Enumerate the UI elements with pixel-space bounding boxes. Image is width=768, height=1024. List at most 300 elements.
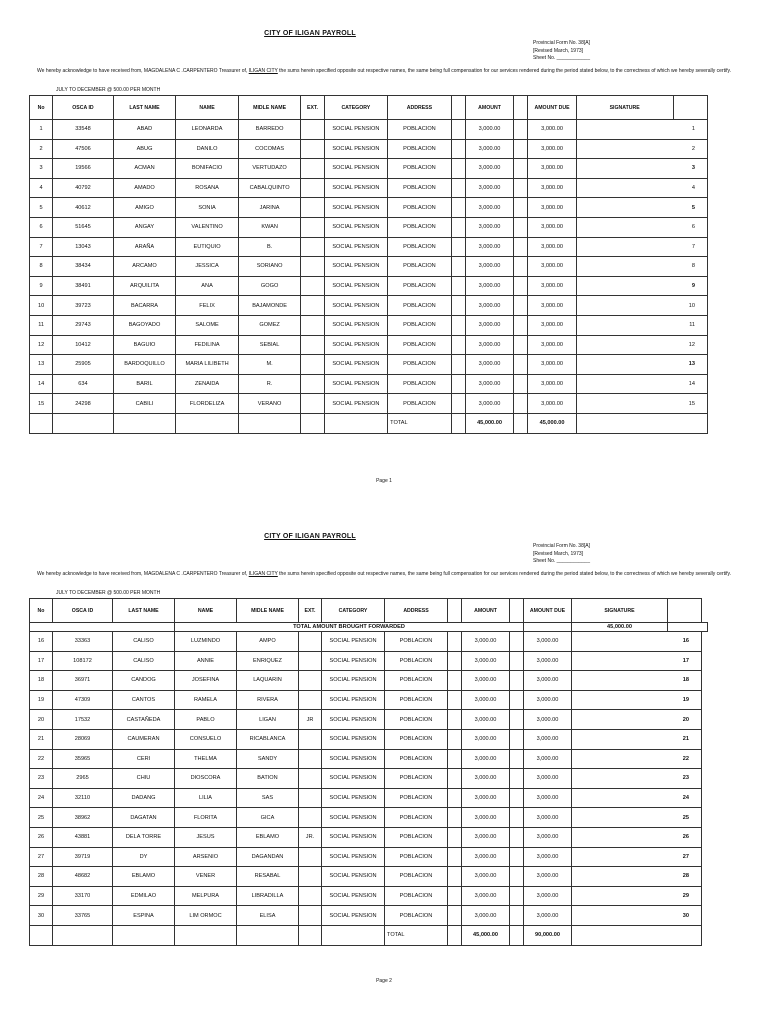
amount: 3,000.00	[465, 296, 513, 316]
amount: 3,000.00	[465, 335, 513, 355]
middle-name: R.	[238, 374, 301, 394]
osca-id: 38491	[53, 276, 114, 296]
first-name: LEONARDA	[176, 120, 239, 140]
address: POBLACION	[385, 710, 448, 730]
address: POBLACION	[388, 315, 452, 335]
middle-name: VERTUDAZO	[238, 159, 301, 179]
last-name: CERI	[113, 749, 175, 769]
cell-blank	[451, 120, 465, 140]
first-name: ZENAIDA	[176, 374, 239, 394]
form-revision: [Revised March, 1973]	[533, 47, 584, 54]
row-number: 22	[30, 749, 53, 769]
last-name: ARAÑA	[113, 237, 176, 257]
table-row	[30, 394, 708, 414]
last-name: BARIL	[113, 374, 176, 394]
signature-number: 30	[572, 906, 702, 926]
table-row	[30, 198, 708, 218]
row-number: 20	[30, 710, 53, 730]
row-number: 12	[30, 335, 53, 355]
signature-number: 20	[572, 710, 702, 730]
last-name: ACMAN	[113, 159, 176, 179]
cell-blank	[322, 925, 385, 945]
category: SOCIAL PENSION	[322, 690, 385, 710]
name-extension	[301, 315, 324, 335]
blank-column-header	[451, 96, 465, 120]
middle-name: RESABAL	[237, 867, 299, 887]
cell-blank	[576, 413, 707, 433]
address: POBLACION	[385, 788, 448, 808]
acknowledgement-after: the sums herein specified opposite out respective names, the same being full compensation for our services rendered during the period stated below, to the correctness of which we hereby severally certify.	[277, 68, 731, 74]
name-extension	[301, 355, 324, 375]
column-header-osca-id: OSCA ID	[53, 599, 113, 623]
name-extension	[301, 276, 324, 296]
osca-id: 51645	[53, 217, 114, 237]
table-row	[30, 159, 708, 179]
cell-blank	[451, 276, 465, 296]
amount: 3,000.00	[462, 710, 510, 730]
middle-name: GICA	[237, 808, 299, 828]
cell-blank	[510, 808, 524, 828]
osca-id: 634	[53, 374, 114, 394]
last-name: DADANG	[113, 788, 175, 808]
table-row	[30, 847, 708, 867]
cell-blank	[510, 906, 524, 926]
signature-number: 29	[572, 886, 702, 906]
name-extension	[301, 237, 324, 257]
signature-number: 14	[576, 374, 707, 394]
last-name: DY	[113, 847, 175, 867]
row-number: 17	[30, 651, 53, 671]
cell-blank	[448, 788, 462, 808]
amount-due: 3,000.00	[528, 394, 576, 414]
signature-number: 24	[572, 788, 702, 808]
table-row	[30, 632, 708, 652]
middle-name: VERANO	[238, 394, 301, 414]
cell-blank	[238, 413, 301, 433]
osca-id: 2965	[53, 769, 113, 789]
signature-number: 6	[576, 217, 707, 237]
row-number: 6	[30, 217, 53, 237]
name-extension: JR	[299, 710, 322, 730]
osca-id: 38962	[53, 808, 113, 828]
cell-blank	[514, 335, 528, 355]
category: SOCIAL PENSION	[322, 847, 385, 867]
blank-column-header	[673, 96, 707, 120]
address: POBLACION	[388, 120, 452, 140]
cell-blank	[237, 925, 299, 945]
amount: 3,000.00	[465, 178, 513, 198]
table-row	[30, 710, 708, 730]
signature-number: 13	[576, 355, 707, 375]
amount-due: 3,000.00	[528, 315, 576, 335]
cell-blank	[448, 769, 462, 789]
amount: 3,000.00	[465, 159, 513, 179]
header-row	[30, 599, 708, 623]
first-name: THELMA	[175, 749, 237, 769]
total-label: TOTAL	[385, 925, 448, 945]
column-header-category: CATEGORY	[324, 96, 388, 120]
cell-blank	[451, 296, 465, 316]
name-extension: JR.	[299, 827, 322, 847]
last-name: ABUG	[113, 139, 176, 159]
cell-blank	[514, 159, 528, 179]
blank-column-header	[448, 599, 462, 623]
osca-id: 28069	[53, 729, 113, 749]
table-row	[30, 217, 708, 237]
cell-blank	[514, 355, 528, 375]
first-name: DIOSCORA	[175, 769, 237, 789]
last-name: BAGOYADO	[113, 315, 176, 335]
address: POBLACION	[385, 651, 448, 671]
cell-blank	[514, 276, 528, 296]
category: SOCIAL PENSION	[324, 217, 388, 237]
column-header-ext: EXT.	[299, 599, 322, 623]
middle-name: B.	[238, 237, 301, 257]
middle-name: ENRIQUEZ	[237, 651, 299, 671]
category: SOCIAL PENSION	[324, 257, 388, 277]
first-name: ANA	[176, 276, 239, 296]
amount-due: 3,000.00	[528, 217, 576, 237]
signature-number: 21	[572, 729, 702, 749]
last-name: CABILI	[113, 394, 176, 414]
first-name: VENER	[175, 867, 237, 887]
category: SOCIAL PENSION	[324, 394, 388, 414]
signature-number: 9	[576, 276, 707, 296]
address: POBLACION	[388, 237, 452, 257]
cell-blank	[30, 925, 53, 945]
row-number: 26	[30, 827, 53, 847]
amount-due: 3,000.00	[528, 139, 576, 159]
signature-number: 3	[576, 159, 707, 179]
cell-blank	[448, 729, 462, 749]
last-name: CASTAÑEDA	[113, 710, 175, 730]
signature-number: 23	[572, 769, 702, 789]
form-info	[533, 40, 590, 63]
middle-name: LIBRADILLA	[237, 886, 299, 906]
cell-blank	[514, 394, 528, 414]
address: POBLACION	[388, 335, 452, 355]
first-name: ANNIE	[175, 651, 237, 671]
category: SOCIAL PENSION	[324, 198, 388, 218]
cell-blank	[510, 710, 524, 730]
signature-number: 10	[576, 296, 707, 316]
amount-due: 3,000.00	[528, 237, 576, 257]
osca-id: 48682	[53, 867, 113, 887]
name-extension	[299, 788, 322, 808]
middle-name: AMPO	[237, 632, 299, 652]
last-name: BACARRA	[113, 296, 176, 316]
name-extension	[301, 335, 324, 355]
table-row	[30, 651, 708, 671]
cell-blank	[451, 355, 465, 375]
cell-blank	[113, 925, 175, 945]
middle-name: SANDY	[237, 749, 299, 769]
cell-blank	[301, 413, 324, 433]
table-row	[30, 769, 708, 789]
amount: 3,000.00	[465, 139, 513, 159]
cell-blank	[30, 413, 53, 433]
last-name: ARCAMO	[113, 257, 176, 277]
total-row	[30, 413, 708, 433]
name-extension	[301, 120, 324, 140]
amount: 3,000.00	[462, 729, 510, 749]
column-header-last-name: LAST NAME	[113, 599, 175, 623]
payroll-period: JULY TO DECEMBER @ 500.00 PER MONTH	[56, 590, 161, 596]
name-extension	[301, 139, 324, 159]
acknowledgement-text	[28, 68, 740, 75]
last-name: AMIGO	[113, 198, 176, 218]
column-header-category: CATEGORY	[322, 599, 385, 623]
amount-due: 3,000.00	[524, 749, 572, 769]
row-number: 24	[30, 788, 53, 808]
address: POBLACION	[388, 139, 452, 159]
last-name: ESPINA	[113, 906, 175, 926]
category: SOCIAL PENSION	[324, 159, 388, 179]
row-number: 27	[30, 847, 53, 867]
form-revision: [Revised March, 1973]	[533, 550, 584, 557]
payroll-page-1	[0, 0, 768, 500]
cell-blank	[53, 413, 114, 433]
amount-due: 3,000.00	[528, 178, 576, 198]
brought-forward-label: TOTAL AMOUNT BROUGHT FORWARDED	[175, 623, 524, 632]
cell-blank	[448, 867, 462, 887]
sheet-number: Sheet No. ____________	[533, 55, 590, 61]
category: SOCIAL PENSION	[324, 139, 388, 159]
cell-blank	[451, 394, 465, 414]
middle-name: KWAN	[238, 217, 301, 237]
middle-name: M.	[238, 355, 301, 375]
middle-name: RICABLANCA	[237, 729, 299, 749]
amount-due: 3,000.00	[528, 120, 576, 140]
column-header-middle-name: MIDLE NAME	[237, 599, 299, 623]
table-row	[30, 886, 708, 906]
signature-number: 8	[576, 257, 707, 277]
osca-id: 10412	[53, 335, 114, 355]
cell-blank	[572, 925, 702, 945]
row-number: 9	[30, 276, 53, 296]
total-amount: 45,000.00	[465, 413, 513, 433]
amount: 3,000.00	[462, 788, 510, 808]
row-number: 1	[30, 120, 53, 140]
amount-due: 3,000.00	[528, 257, 576, 277]
cell-blank	[510, 769, 524, 789]
category: SOCIAL PENSION	[322, 867, 385, 887]
cell-blank	[448, 651, 462, 671]
name-extension	[299, 690, 322, 710]
last-name: ABAD	[113, 120, 176, 140]
first-name: JESUS	[175, 827, 237, 847]
middle-name: BARREDO	[238, 120, 301, 140]
cell-blank	[514, 178, 528, 198]
signature-number: 2	[576, 139, 707, 159]
last-name: ANGAY	[113, 217, 176, 237]
signature-number: 15	[576, 394, 707, 414]
first-name: FLORDELIZA	[176, 394, 239, 414]
first-name: DANILO	[176, 139, 239, 159]
category: SOCIAL PENSION	[322, 671, 385, 691]
brought-forward-row	[30, 623, 708, 632]
cell-blank	[448, 847, 462, 867]
cell-blank	[448, 632, 462, 652]
category: SOCIAL PENSION	[324, 315, 388, 335]
table-row	[30, 808, 708, 828]
osca-id: 43881	[53, 827, 113, 847]
table-row	[30, 374, 708, 394]
address: POBLACION	[385, 671, 448, 691]
osca-id: 33765	[53, 906, 113, 926]
table-row	[30, 788, 708, 808]
middle-name: SORIANO	[238, 257, 301, 277]
amount-due: 3,000.00	[524, 710, 572, 730]
address: POBLACION	[385, 886, 448, 906]
osca-id: 47309	[53, 690, 113, 710]
first-name: SALOME	[176, 315, 239, 335]
cell-blank	[514, 198, 528, 218]
signature-number: 17	[572, 651, 702, 671]
table-row	[30, 729, 708, 749]
acknowledgement-city: ILIGAN CITY	[248, 68, 278, 74]
amount: 3,000.00	[465, 374, 513, 394]
total-amount-due: 90,000.00	[524, 925, 572, 945]
name-extension	[301, 159, 324, 179]
column-header-signature: SIGNATURE	[572, 599, 668, 623]
address: POBLACION	[388, 198, 452, 218]
cell-blank	[448, 808, 462, 828]
sheet-number: Sheet No. ____________	[533, 558, 590, 564]
signature-number: 11	[576, 315, 707, 335]
row-number: 30	[30, 906, 53, 926]
signature-number: 19	[572, 690, 702, 710]
cell-blank	[451, 413, 465, 433]
table-row	[30, 178, 708, 198]
osca-id: 40612	[53, 198, 114, 218]
cell-blank	[514, 413, 528, 433]
table-row	[30, 139, 708, 159]
middle-name: DAGANDAN	[237, 847, 299, 867]
acknowledgement-text	[28, 571, 740, 578]
last-name: BARDOQUILLO	[113, 355, 176, 375]
last-name: CALISO	[113, 632, 175, 652]
last-name: AMADO	[113, 178, 176, 198]
cell-blank	[448, 690, 462, 710]
middle-name: ELISA	[237, 906, 299, 926]
cell-blank	[451, 217, 465, 237]
payroll-table	[29, 598, 708, 946]
name-extension	[301, 257, 324, 277]
signature-number: 4	[576, 178, 707, 198]
cell-blank	[451, 139, 465, 159]
total-amount-due: 45,000.00	[528, 413, 576, 433]
first-name: ROSANA	[176, 178, 239, 198]
amount: 3,000.00	[462, 632, 510, 652]
row-number: 15	[30, 394, 53, 414]
payroll-table	[29, 95, 708, 434]
column-header-name: NAME	[175, 599, 237, 623]
cell-blank	[451, 315, 465, 335]
cell-blank	[510, 925, 524, 945]
cell-blank	[514, 139, 528, 159]
first-name: CONSUELO	[175, 729, 237, 749]
signature-number: 26	[572, 827, 702, 847]
row-number: 16	[30, 632, 53, 652]
category: SOCIAL PENSION	[322, 827, 385, 847]
amount: 3,000.00	[465, 217, 513, 237]
name-extension	[301, 394, 324, 414]
cell-blank	[448, 749, 462, 769]
first-name: LIM ORMOC	[175, 906, 237, 926]
amount-due: 3,000.00	[524, 769, 572, 789]
blank-column-header	[510, 599, 524, 623]
table-row	[30, 906, 708, 926]
category: SOCIAL PENSION	[324, 374, 388, 394]
category: SOCIAL PENSION	[322, 886, 385, 906]
payroll-period: JULY TO DECEMBER @ 500.00 PER MONTH	[56, 87, 161, 93]
category: SOCIAL PENSION	[324, 120, 388, 140]
cell-blank	[510, 788, 524, 808]
row-number: 28	[30, 867, 53, 887]
signature-number: 22	[572, 749, 702, 769]
osca-id: 33363	[53, 632, 113, 652]
cell-blank	[510, 867, 524, 887]
column-header-ext: EXT.	[301, 96, 324, 120]
amount-due: 3,000.00	[524, 690, 572, 710]
row-number: 19	[30, 690, 53, 710]
amount-due: 3,000.00	[524, 867, 572, 887]
first-name: MELPURA	[175, 886, 237, 906]
osca-id: 40792	[53, 178, 114, 198]
category: SOCIAL PENSION	[322, 651, 385, 671]
name-extension	[301, 178, 324, 198]
osca-id: 38434	[53, 257, 114, 277]
column-header-amount: AMOUNT	[465, 96, 513, 120]
middle-name: GOGO	[238, 276, 301, 296]
table-row	[30, 315, 708, 335]
cell-blank	[510, 690, 524, 710]
column-header-middle-name: MIDLE NAME	[238, 96, 301, 120]
name-extension	[301, 374, 324, 394]
row-number: 10	[30, 296, 53, 316]
cell-blank	[448, 906, 462, 926]
first-name: PABLO	[175, 710, 237, 730]
payroll-title: CITY OF ILIGAN PAYROLL	[264, 30, 356, 37]
acknowledgement-after: the sums herein specified opposite out respective names, the same being full compensation for our services rendered during the period stated below, to the correctness of which we hereby severally certify.	[277, 571, 731, 577]
row-number: 23	[30, 769, 53, 789]
column-header-no: No	[30, 96, 53, 120]
column-header-no: No	[30, 599, 53, 623]
row-number: 8	[30, 257, 53, 277]
brought-forward-amount: 45,000.00	[572, 623, 668, 632]
amount: 3,000.00	[465, 198, 513, 218]
row-number: 25	[30, 808, 53, 828]
signature-number: 12	[576, 335, 707, 355]
column-header-address: ADDRESS	[385, 599, 448, 623]
first-name: RAMELA	[175, 690, 237, 710]
category: SOCIAL PENSION	[322, 808, 385, 828]
name-extension	[299, 808, 322, 828]
column-header-osca-id: OSCA ID	[53, 96, 114, 120]
amount: 3,000.00	[465, 237, 513, 257]
osca-id: 33170	[53, 886, 113, 906]
cell-blank	[53, 925, 113, 945]
category: SOCIAL PENSION	[322, 729, 385, 749]
blank-column-header	[514, 96, 528, 120]
amount: 3,000.00	[462, 749, 510, 769]
first-name: SONIA	[176, 198, 239, 218]
category: SOCIAL PENSION	[322, 632, 385, 652]
cell-blank	[514, 296, 528, 316]
blank-column-header	[668, 599, 702, 623]
signature-number: 5	[576, 198, 707, 218]
